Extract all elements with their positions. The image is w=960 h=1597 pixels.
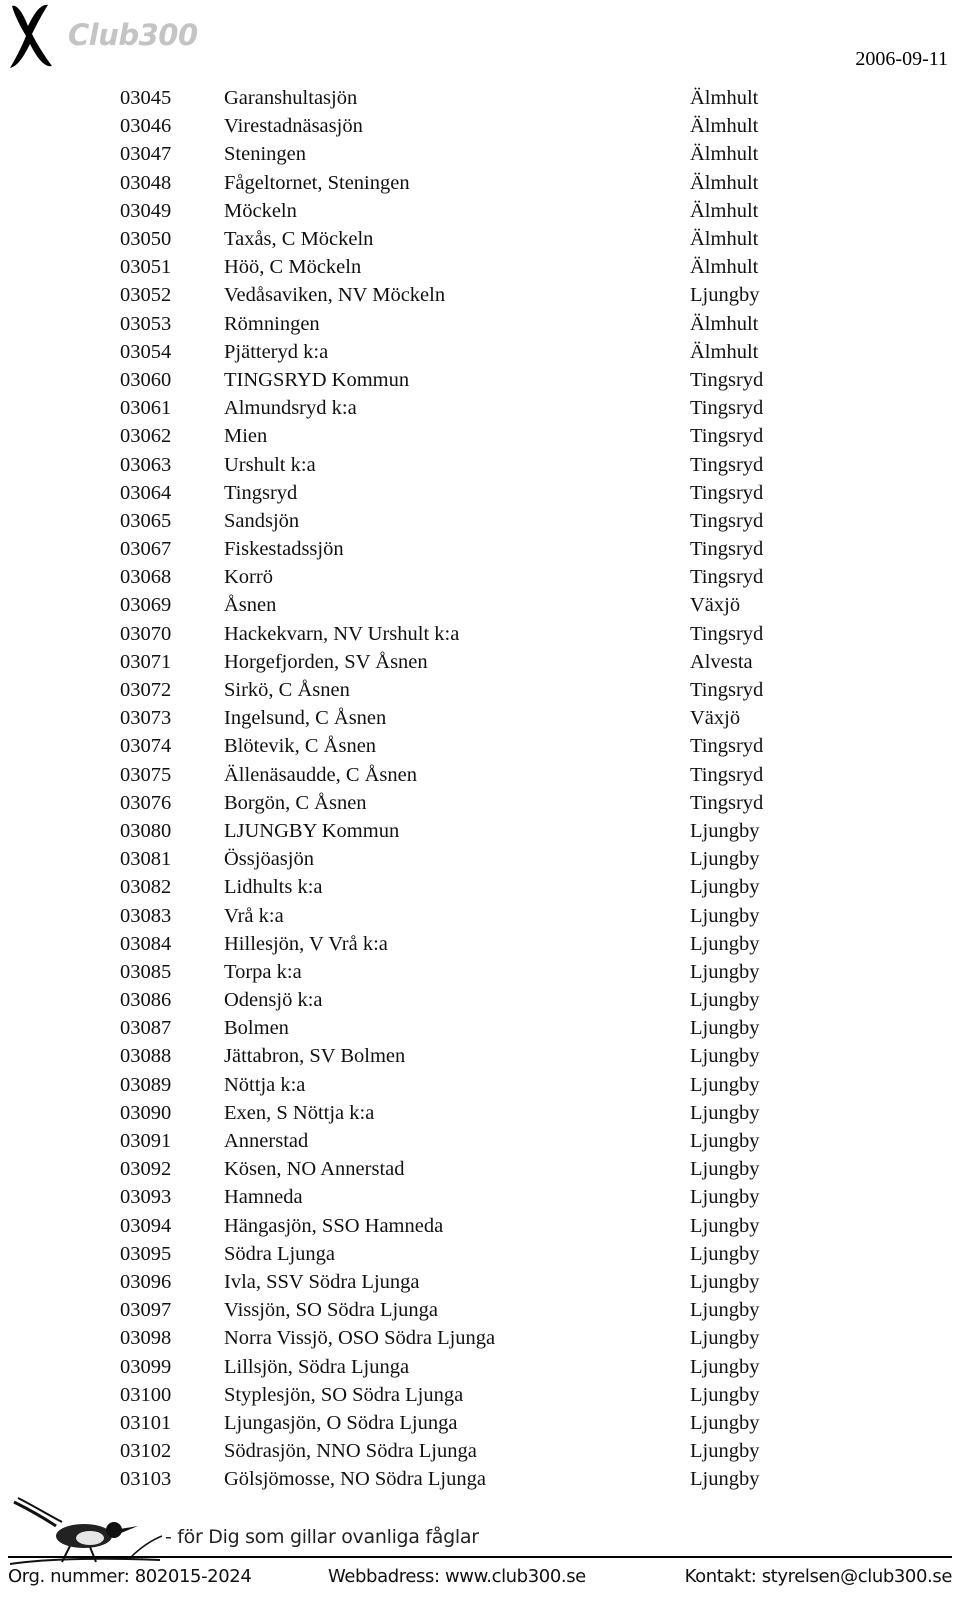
table-row: [112, 901, 840, 929]
table-row: [112, 140, 840, 168]
site-municipality: Älmhult: [690, 312, 759, 335]
table-row: [112, 1099, 840, 1127]
site-name: Tingsryd: [224, 481, 298, 504]
site-municipality: Ljungby: [690, 1440, 760, 1463]
site-municipality: Ljungby: [690, 1017, 760, 1040]
site-code: 03099: [120, 1355, 172, 1378]
club300-logo: [6, 2, 216, 72]
table-row: [112, 620, 840, 648]
table-row: [112, 394, 840, 422]
site-name: Fågeltornet, Steningen: [224, 171, 410, 194]
table-row: [112, 1127, 840, 1155]
site-name: Garanshultasjön: [224, 87, 358, 110]
site-municipality: Tingsryd: [690, 538, 764, 561]
document-date: 2006-09-11: [855, 48, 948, 70]
site-name: Fiskestadssjön: [224, 538, 344, 561]
site-name: Kösen, NO Annerstad: [224, 1158, 405, 1181]
site-code: 03047: [120, 143, 172, 166]
site-name: Lillsjön, Södra Ljunga: [224, 1355, 410, 1378]
table-row: [112, 450, 840, 478]
table-row: [112, 704, 840, 732]
table-row: [112, 281, 840, 309]
site-municipality: Ljungby: [690, 1101, 760, 1124]
site-name: TINGSRYD Kommun: [224, 368, 410, 391]
site-municipality: Älmhult: [690, 87, 759, 110]
site-name: Södrasjön, NNO Södra Ljunga: [224, 1440, 477, 1463]
table-row: [112, 169, 840, 197]
site-municipality: Tingsryd: [690, 679, 764, 702]
site-municipality: Ljungby: [690, 1383, 760, 1406]
site-municipality: Ljungby: [690, 1299, 760, 1322]
site-municipality: Tingsryd: [690, 791, 764, 814]
site-code: 03093: [120, 1186, 172, 1209]
site-name: Ivla, SSV Södra Ljunga: [224, 1270, 420, 1293]
site-municipality: Ljungby: [690, 1327, 760, 1350]
site-code: 03091: [120, 1130, 172, 1153]
logo-wordmark: Club300: [68, 18, 198, 52]
site-list-body: [112, 84, 840, 1493]
table-row: [112, 1042, 840, 1070]
site-municipality: Ljungby: [690, 848, 760, 871]
site-code: 03075: [120, 763, 172, 786]
site-name: Almundsryd k:a: [224, 397, 357, 420]
site-municipality: Tingsryd: [690, 368, 764, 391]
site-name: Ingelsund, C Åsnen: [224, 707, 387, 730]
table-row: [112, 112, 840, 140]
table-row: [112, 507, 840, 535]
site-municipality: Tingsryd: [690, 763, 764, 786]
site-name: Ljungasjön, O Södra Ljunga: [224, 1411, 458, 1434]
site-code: 03081: [120, 848, 172, 871]
site-code: 03049: [120, 199, 172, 222]
site-code: 03053: [120, 312, 172, 335]
site-municipality: Tingsryd: [690, 566, 764, 589]
table-row: [112, 479, 840, 507]
site-code: 03051: [120, 256, 172, 279]
site-code: 03063: [120, 453, 172, 476]
site-municipality: Ljungby: [690, 284, 760, 307]
site-name: Urshult k:a: [224, 453, 316, 476]
table-row: [112, 422, 840, 450]
site-name: Hamneda: [224, 1186, 303, 1209]
table-row: [112, 986, 840, 1014]
site-name: Jättabron, SV Bolmen: [224, 1045, 406, 1068]
site-code: 03070: [120, 622, 172, 645]
table-row: [112, 535, 840, 563]
site-code: 03100: [120, 1383, 172, 1406]
site-code: 03083: [120, 904, 172, 927]
org-number: Org. nummer: 802015-2024: [8, 1566, 252, 1587]
site-municipality: Ljungby: [690, 1073, 760, 1096]
site-municipality: Växjö: [690, 594, 741, 617]
site-code: 03089: [120, 1073, 172, 1096]
site-municipality: Älmhult: [690, 199, 759, 222]
footer-divider: [8, 1556, 952, 1558]
table-row: [112, 1155, 840, 1183]
site-code: 03064: [120, 481, 172, 504]
table-row: [112, 676, 840, 704]
site-code: 03065: [120, 509, 172, 532]
site-municipality: Växjö: [690, 707, 741, 730]
site-code: 03071: [120, 650, 172, 673]
site-code: 03067: [120, 538, 172, 561]
table-row: [112, 225, 840, 253]
site-code: 03046: [120, 115, 172, 138]
site-municipality: Ljungby: [690, 1214, 760, 1237]
table-row: [112, 789, 840, 817]
site-municipality: Ljungby: [690, 960, 760, 983]
site-code: 03103: [120, 1468, 172, 1491]
site-municipality: Älmhult: [690, 256, 759, 279]
site-municipality: Ljungby: [690, 989, 760, 1012]
site-name: LJUNGBY Kommun: [224, 819, 400, 842]
table-row: [112, 845, 840, 873]
table-row: [112, 1240, 840, 1268]
table-row: [112, 1324, 840, 1352]
site-name: Hillesjön, V Vrå k:a: [224, 932, 388, 955]
site-name: Vrå k:a: [224, 904, 284, 927]
site-name: Exen, S Nöttja k:a: [224, 1101, 375, 1124]
table-row: [112, 1409, 840, 1437]
site-code: 03094: [120, 1214, 172, 1237]
site-name: Ällenäsaudde, C Åsnen: [224, 763, 417, 786]
site-name: Höö, C Möckeln: [224, 256, 362, 279]
site-name: Bolmen: [224, 1017, 289, 1040]
site-municipality: Ljungby: [690, 1242, 760, 1265]
site-code: 03073: [120, 707, 172, 730]
site-code: 03096: [120, 1270, 172, 1293]
site-code: 03050: [120, 228, 172, 251]
footer: [0, 1490, 960, 1597]
site-name: Steningen: [224, 143, 306, 166]
site-code: 03060: [120, 368, 172, 391]
site-name: Odensjö k:a: [224, 989, 323, 1012]
site-name: Hängasjön, SSO Hamneda: [224, 1214, 444, 1237]
site-municipality: Ljungby: [690, 1186, 760, 1209]
site-code: 03086: [120, 989, 172, 1012]
table-row: [112, 1212, 840, 1240]
site-code: 03062: [120, 425, 172, 448]
site-name: Torpa k:a: [224, 960, 302, 983]
site-name: Norra Vissjö, OSO Södra Ljunga: [224, 1327, 496, 1350]
site-municipality: Ljungby: [690, 1158, 760, 1181]
table-row: [112, 817, 840, 845]
site-name: Blötevik, C Åsnen: [224, 735, 377, 758]
table-row: [112, 732, 840, 760]
table-row: [112, 253, 840, 281]
site-name: Styplesjön, SO Södra Ljunga: [224, 1383, 464, 1406]
footer-tagline: - för Dig som gillar ovanliga fåglar: [165, 1526, 479, 1548]
site-municipality: Ljungby: [690, 1411, 760, 1434]
table-row: [112, 338, 840, 366]
site-municipality: Älmhult: [690, 228, 759, 251]
site-name: Korrö: [224, 566, 273, 589]
site-name: Römningen: [224, 312, 320, 335]
site-code: 03085: [120, 960, 172, 983]
table-row: [112, 1183, 840, 1211]
site-list-table: [112, 84, 840, 1493]
site-name: Össjöasjön: [224, 848, 314, 871]
site-municipality: Ljungby: [690, 1468, 760, 1491]
site-name: Taxås, C Möckeln: [224, 228, 374, 251]
site-name: Vissjön, SO Södra Ljunga: [224, 1299, 439, 1322]
site-municipality: Tingsryd: [690, 453, 764, 476]
site-municipality: Alvesta: [690, 650, 753, 673]
site-code: 03090: [120, 1101, 172, 1124]
site-municipality: Tingsryd: [690, 481, 764, 504]
site-name: Vedåsaviken, NV Möckeln: [224, 284, 446, 307]
table-row: [112, 761, 840, 789]
site-name: Mien: [224, 425, 268, 448]
site-code: 03074: [120, 735, 172, 758]
site-code: 03087: [120, 1017, 172, 1040]
x-mark-icon: [6, 2, 58, 70]
site-code: 03072: [120, 679, 172, 702]
table-row: [112, 563, 840, 591]
table-row: [112, 1014, 840, 1042]
site-municipality: Ljungby: [690, 1045, 760, 1068]
site-name: Hackekvarn, NV Urshult k:a: [224, 622, 460, 645]
site-municipality: Tingsryd: [690, 425, 764, 448]
site-municipality: Ljungby: [690, 904, 760, 927]
site-municipality: Älmhult: [690, 340, 759, 363]
site-code: 03076: [120, 791, 172, 814]
table-row: [112, 84, 840, 112]
site-code: 03052: [120, 284, 172, 307]
site-code: 03092: [120, 1158, 172, 1181]
site-municipality: Tingsryd: [690, 509, 764, 532]
site-code: 03054: [120, 340, 172, 363]
site-municipality: Älmhult: [690, 171, 759, 194]
table-row: [112, 1071, 840, 1099]
site-code: 03045: [120, 87, 172, 110]
site-municipality: Tingsryd: [690, 397, 764, 420]
site-name: Möckeln: [224, 199, 297, 222]
site-name: Södra Ljunga: [224, 1242, 336, 1265]
table-row: [112, 1381, 840, 1409]
table-row: [112, 1437, 840, 1465]
site-name: Nöttja k:a: [224, 1073, 306, 1096]
site-code: 03069: [120, 594, 172, 617]
site-name: Pjätteryd k:a: [224, 340, 329, 363]
site-municipality: Älmhult: [690, 143, 759, 166]
site-code: 03082: [120, 876, 172, 899]
table-row: [112, 310, 840, 338]
site-name: Lidhults k:a: [224, 876, 323, 899]
site-code: 03080: [120, 819, 172, 842]
site-municipality: Ljungby: [690, 1355, 760, 1378]
site-code: 03061: [120, 397, 172, 420]
table-row: [112, 930, 840, 958]
site-municipality: Ljungby: [690, 932, 760, 955]
site-code: 03101: [120, 1411, 172, 1434]
site-municipality: Älmhult: [690, 115, 759, 138]
site-code: 03095: [120, 1242, 172, 1265]
table-row: [112, 591, 840, 619]
site-name: Gölsjömosse, NO Södra Ljunga: [224, 1468, 486, 1491]
site-municipality: Ljungby: [690, 876, 760, 899]
site-name: Åsnen: [224, 594, 277, 617]
site-name: Sandsjön: [224, 509, 300, 532]
table-row: [112, 648, 840, 676]
web-address-link[interactable]: Webbadress: www.club300.se: [328, 1566, 586, 1587]
site-name: Borgön, C Åsnen: [224, 791, 367, 814]
table-row: [112, 873, 840, 901]
site-municipality: Ljungby: [690, 1270, 760, 1293]
site-name: Sirkö, C Åsnen: [224, 679, 350, 702]
site-code: 03088: [120, 1045, 172, 1068]
site-code: 03097: [120, 1299, 172, 1322]
site-name: Annerstad: [224, 1130, 309, 1153]
site-municipality: Tingsryd: [690, 622, 764, 645]
table-row: [112, 366, 840, 394]
site-name: Virestadnäsasjön: [224, 115, 363, 138]
table-row: [112, 1296, 840, 1324]
site-municipality: Ljungby: [690, 1130, 760, 1153]
contact-email-link[interactable]: Kontakt: styrelsen@club300.se: [684, 1566, 952, 1587]
site-code: 03068: [120, 566, 172, 589]
site-code: 03084: [120, 932, 172, 955]
table-row: [112, 1268, 840, 1296]
site-code: 03102: [120, 1440, 172, 1463]
site-name: Horgefjorden, SV Åsnen: [224, 650, 428, 673]
site-municipality: Tingsryd: [690, 735, 764, 758]
table-row: [112, 958, 840, 986]
site-code: 03098: [120, 1327, 172, 1350]
site-code: 03048: [120, 171, 172, 194]
table-row: [112, 197, 840, 225]
table-row: [112, 1352, 840, 1380]
site-municipality: Ljungby: [690, 819, 760, 842]
